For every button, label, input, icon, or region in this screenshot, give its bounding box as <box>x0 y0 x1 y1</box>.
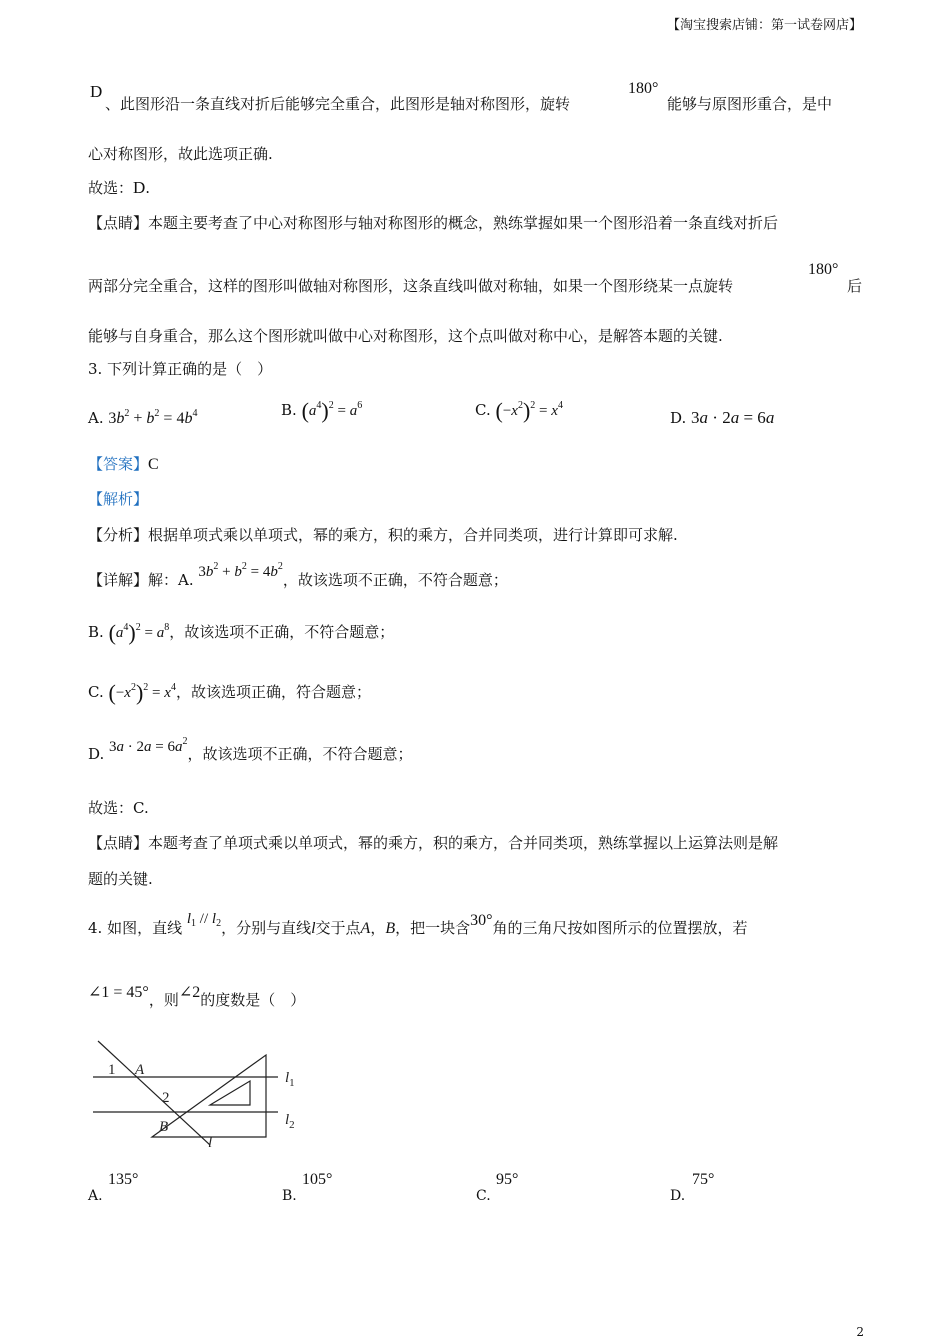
q3-detail-c-text: ，故该选项正确，符合题意； <box>175 683 371 701</box>
page-header: 【淘宝搜索店铺：第一试卷网店】 <box>666 18 862 33</box>
q4-stem-e: 角的三角尺按如图所示的位置摆放，若 <box>492 919 748 937</box>
q3-note-line1 <box>88 833 778 853</box>
q4-stem-line1 <box>88 911 748 939</box>
q4-figure <box>88 1035 318 1155</box>
q3-option-d-math: 3a · 2a = 6a <box>691 408 775 427</box>
q3-detail-c-label: C. <box>88 683 104 701</box>
q3-option-c <box>475 400 563 421</box>
fig-label-l1: $l_1$ <box>285 1070 295 1089</box>
q3-detail-tag: 【详解】 <box>88 571 149 589</box>
fig-label-2: 2 <box>162 1090 170 1106</box>
fig-label-1: 1 <box>108 1062 116 1078</box>
q3-note-line2: 题的关键. <box>88 870 153 888</box>
q4-stem-f: ，则 <box>148 991 179 1009</box>
note1-line1 <box>88 213 778 233</box>
q3-option-b-math: $(a^4)^2 = a^6$ <box>301 398 363 423</box>
q4-option-d-value: 75° <box>692 1171 715 1188</box>
q4-point-a: A <box>360 920 371 937</box>
d-answer <box>88 178 150 198</box>
q3-detail-d-text: ，故该选项不正确，不符合题意； <box>187 745 413 763</box>
q3-option-d <box>670 408 774 428</box>
q4-point-b: B <box>385 920 396 937</box>
q3-detail-c <box>88 682 371 703</box>
q3-detail-b-label: B. <box>88 623 104 641</box>
q4-stem-d: ，把一块含 <box>395 919 471 937</box>
angle-180-b: 180° <box>808 261 839 278</box>
q4-option-a-label: A. <box>88 1188 103 1204</box>
q4-option-c-value: 95° <box>496 1171 519 1188</box>
q3-detail-b-text: ，故该选项不正确，不符合题意； <box>169 623 395 641</box>
note1-tag: 【点睛】 <box>88 214 149 232</box>
page-number: 2 <box>856 1325 864 1339</box>
q3-detail-c-math: $(-x^2)^2 = x^4$ <box>108 680 176 705</box>
q4-angle-30: 30° <box>470 912 493 929</box>
q3-option-c-math: $(-x^2)^2 = x^4$ <box>495 398 563 423</box>
q3-detail-a <box>88 561 508 591</box>
q4-option-d-label: D. <box>670 1188 686 1204</box>
q3-stem: 3. 下列计算正确的是（ ） <box>88 360 273 378</box>
option-d-letter: D <box>90 82 103 101</box>
q3-detail-a-text: ，故该选项不正确，不符合题意； <box>282 571 508 589</box>
fig-label-b: B <box>159 1119 169 1135</box>
q4-stem-a: 4. 如图，直线 <box>88 919 183 937</box>
q3-detail-b-math: $(a^4)^2 = a^8$ <box>108 620 170 645</box>
q3-option-a <box>88 408 197 429</box>
q3-detail-a-math: $3b^2 + b^2 = 4b^2$ <box>198 561 283 580</box>
q4-option-c-label: C. <box>476 1188 491 1204</box>
angle-180-a: 180° <box>628 80 659 97</box>
note1-line3: 能够与自身重合，那么这个图形就叫做中心对称图形，这个点叫做对称中心，是解答本题的关键. <box>88 327 723 345</box>
q4-parallel: $l_1 // l_2$ <box>186 911 222 929</box>
q3-answer-tag: 【答案】 <box>88 455 149 473</box>
q3-option-b-label: B. <box>281 401 297 419</box>
q4-stem-line2 <box>88 984 306 1011</box>
d-explanation-line1: 、此图形沿一条直线对折后能够完全重合，此图形是轴对称图形，旋转 <box>105 95 571 113</box>
q4-stem-g: 的度数是（ ） <box>200 991 306 1009</box>
q3-fenxi-text: 根据单项式乘以单项式，幂的乘方，积的乘方，合并同类项，进行计算即可求解. <box>148 526 678 544</box>
q3-note-text1: 本题考查了单项式乘以单项式，幂的乘方，积的乘方，合并同类项，熟练掌握以上运算法则是解 <box>148 834 779 852</box>
q3-fenxi <box>88 525 678 545</box>
q3-detail-b <box>88 622 394 643</box>
q3-detail-d-label: D. <box>88 745 105 763</box>
q3-option-a-label: A. <box>88 409 104 427</box>
d-explanation-line1b: 能够与原图形重合，是中 <box>667 95 833 113</box>
q3-fenxi-tag: 【分析】 <box>88 526 149 544</box>
d-answer-suffix: . <box>145 179 151 197</box>
fig-label-l: l <box>208 1135 213 1151</box>
q3-choose: 故选：C. <box>88 799 149 817</box>
note1-text1: 本题主要考查了中心对称图形与轴对称图形的概念，熟练掌握如果一个图形沿着一条直线对折后 <box>148 214 779 232</box>
q4-option-b-label: B. <box>282 1188 297 1204</box>
q3-answer <box>88 454 159 475</box>
q3-detail-d-math: $3a \cdot 2a = 6a^2$ <box>109 736 188 755</box>
fig-label-l2: $l_2$ <box>285 1112 295 1131</box>
q3-option-a-math: $3b^2 + b^2 = 4b^4$ <box>108 408 198 427</box>
q3-detail-d <box>88 736 413 765</box>
q3-option-c-label: C. <box>475 401 491 419</box>
q3-option-b <box>281 400 362 421</box>
q4-option-a-value: 135° <box>108 1171 139 1188</box>
q3-note-tag: 【点睛】 <box>88 834 149 852</box>
q4-angle2: ∠2 <box>178 984 201 1001</box>
q4-option-b-value: 105° <box>302 1171 333 1188</box>
triangle-ruler-inner <box>210 1081 250 1105</box>
q3-option-d-label: D. <box>670 409 687 427</box>
q4-stem-c: 交于点 <box>315 919 361 937</box>
d-explanation-line2: 心对称图形，故此选项正确. <box>88 145 273 163</box>
note1-line2-end: 后 <box>847 277 863 295</box>
q3-detail-prefix: 解：A. <box>148 571 194 589</box>
line-l <box>98 1041 210 1145</box>
q3-analysis-tag: 【解析】 <box>88 490 149 508</box>
q4-comma: ， <box>370 919 386 937</box>
q3-answer-value: C <box>148 456 159 473</box>
note1-line2: 两部分完全重合，这样的图形叫做轴对称图形，这条直线叫做对称轴，如果一个图形绕某一点旋转 <box>88 277 734 295</box>
q4-stem-b: ，分别与直线 <box>221 919 312 937</box>
d-answer-letter: D <box>133 178 146 197</box>
d-answer-prefix: 故选： <box>88 179 134 197</box>
fig-label-a: A <box>135 1062 145 1078</box>
q4-line-l: l <box>311 920 316 937</box>
q4-angle1: ∠1 = 45° <box>88 984 149 1001</box>
